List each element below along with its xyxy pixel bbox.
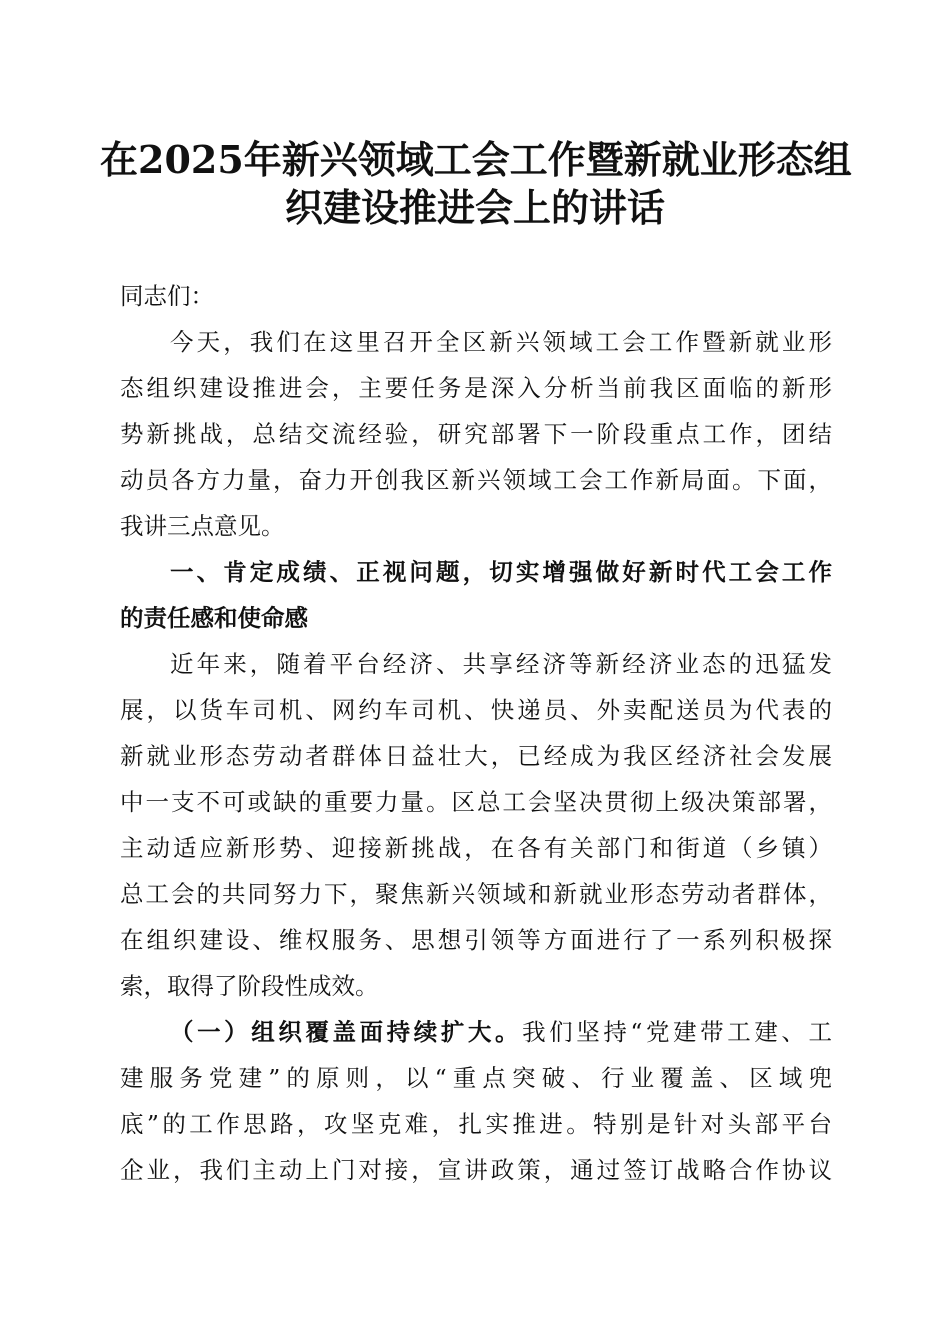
document-body [120,273,832,1193]
subsection-1-line-3: 底”的工作思路，攻坚克难，扎实推进。特别是针对头部平台 [120,1110,832,1138]
salutation: 同志们： [120,282,214,310]
paragraph-1-line-5: 我讲三点意见。 [120,512,285,540]
paragraph-2-line-6: 总工会的共同努力下，聚焦新兴领域和新就业形态劳动者群体， [120,880,832,908]
section-1-heading-line-1: 一、肯定成绩、正视问题，切实增强做好新时代工会工作 [170,558,832,586]
paragraph-2-line-1: 近年来，随着平台经济、共享经济等新经济业态的迅猛发 [170,650,832,678]
paragraph-2-line-7: 在组织建设、维权服务、思想引领等方面进行了一系列积极探 [120,926,832,954]
subsection-1-first-line-text: 我们坚持“党建带工建、工 [522,1018,833,1046]
paragraph-2-line-2: 展，以货车司机、网约车司机、快递员、外卖配送员为代表的 [120,696,832,724]
document-title [100,136,850,232]
section-1-heading-line-2: 的责任感和使命感 [120,604,308,632]
paragraph-2-line-5: 主动适应新形势、迎接新挑战，在各有关部门和街道（乡镇） [120,834,832,862]
paragraph-1-line-2: 态组织建设推进会，主要任务是深入分析当前我区面临的新形 [120,374,832,402]
paragraph-1-line-1: 今天，我们在这里召开全区新兴领域工会工作暨新就业形 [170,328,832,356]
subsection-1-heading: （一）组织覆盖面持续扩大。 [170,1018,523,1046]
paragraph-2-line-4: 中一支不可或缺的重要力量。区总工会坚决贯彻上级决策部署， [120,788,832,816]
paragraph-1-line-4: 动员各方力量，奋力开创我区新兴领域工会工作新局面。下面， [120,466,832,494]
subsection-1-line-2: 建服务党建”的原则，以“重点突破、行业覆盖、区域兜 [120,1064,832,1092]
paragraph-2-line-8: 索，取得了阶段性成效。 [120,972,379,1000]
title-line-1: 在2025年新兴领域工会工作暨新就业形态组 [100,137,852,182]
subsection-1-line-1 [120,1009,832,1055]
subsection-1-line-4: 企业，我们主动上门对接，宣讲政策，通过签订战略合作协议 [120,1156,832,1184]
title-line-2: 织建设推进会上的讲话 [284,185,665,230]
paragraph-1-line-3: 势新挑战，总结交流经验，研究部署下一阶段重点工作，团结 [120,420,832,448]
paragraph-2-line-3: 新就业形态劳动者群体日益壮大，已经成为我区经济社会发展 [120,742,832,770]
